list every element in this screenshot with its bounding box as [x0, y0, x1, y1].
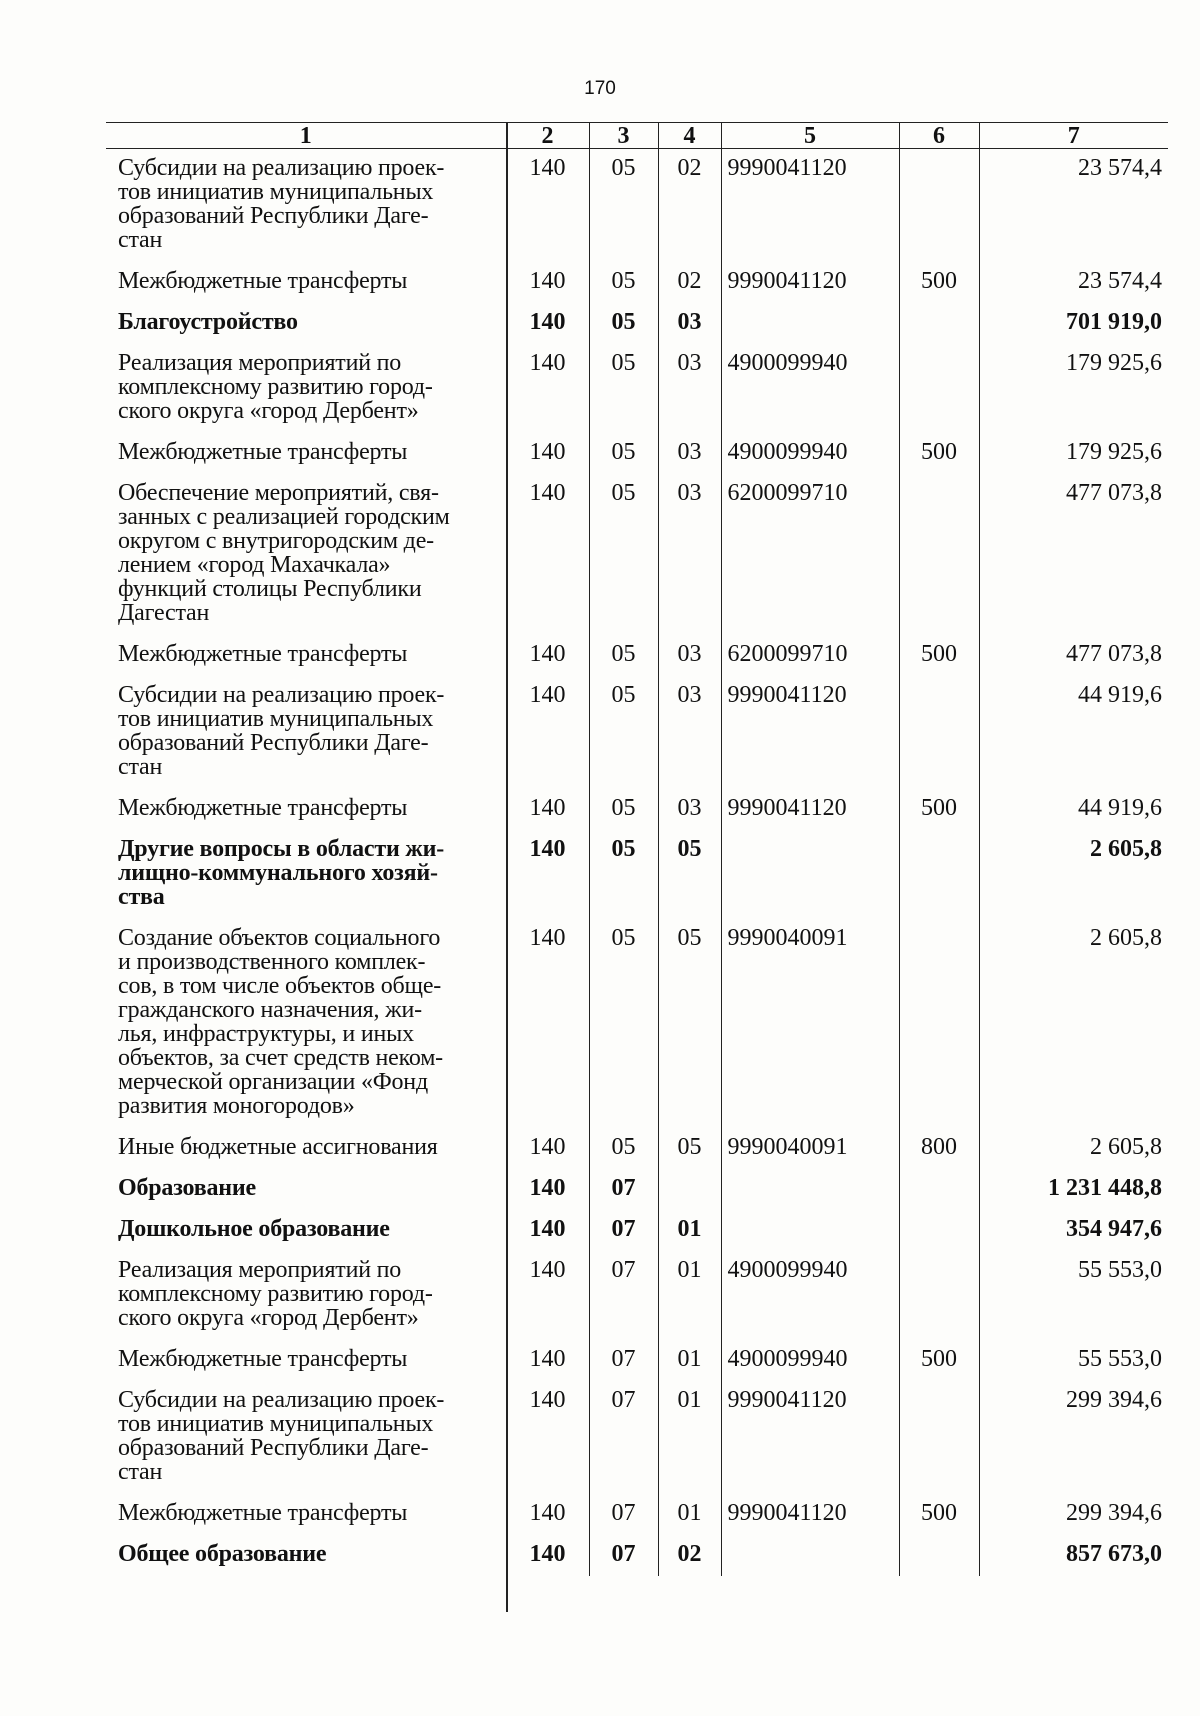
section-code: 07 [589, 1381, 658, 1494]
expense-type: 500 [899, 433, 979, 474]
expense-type: 500 [899, 635, 979, 676]
subsection-code: 01 [658, 1210, 721, 1251]
target-article: 4900099940 [721, 1251, 899, 1340]
table-row [106, 1340, 1168, 1381]
row-description: Общее образование [118, 1541, 327, 1567]
target-article [721, 303, 899, 344]
row-description: Другие вопросы в области жи- лищно-коммунального хозяй- ства [118, 836, 445, 910]
subsection-code: 01 [658, 1381, 721, 1494]
amount: 354 947,6 [979, 1210, 1168, 1251]
subsection-code: 03 [658, 474, 721, 635]
admin-code: 140 [506, 474, 589, 635]
section-code: 07 [589, 1169, 658, 1210]
admin-code: 140 [506, 1381, 589, 1494]
column-header: 3 [589, 123, 658, 149]
target-article: 9990041120 [721, 149, 899, 263]
target-article: 4900099940 [721, 344, 899, 433]
table-row [106, 1251, 1168, 1340]
expense-type [899, 676, 979, 789]
column-header: 5 [721, 123, 899, 149]
row-description: Межбюджетные трансферты [118, 1500, 408, 1526]
amount: 23 574,4 [979, 262, 1168, 303]
target-article: 9990040091 [721, 919, 899, 1128]
amount: 2 605,8 [979, 830, 1168, 919]
admin-code: 140 [506, 919, 589, 1128]
target-article: 4900099940 [721, 433, 899, 474]
expense-type [899, 1251, 979, 1340]
section-code: 05 [589, 830, 658, 919]
row-description: Субсидии на реализацию проек- тов инициатив муниципальных образований Республики Даге- стан [118, 1387, 445, 1485]
amount: 23 574,4 [979, 149, 1168, 263]
table-row [106, 262, 1168, 303]
subsection-code: 03 [658, 676, 721, 789]
expense-type [899, 1381, 979, 1494]
amount: 2 605,8 [979, 919, 1168, 1128]
header-row [106, 123, 1168, 149]
section-code: 05 [589, 433, 658, 474]
table-row [106, 303, 1168, 344]
amount: 179 925,6 [979, 344, 1168, 433]
amount: 2 605,8 [979, 1128, 1168, 1169]
section-code: 05 [589, 149, 658, 263]
expense-type: 800 [899, 1128, 979, 1169]
table-row [106, 1210, 1168, 1251]
target-article: 6200099710 [721, 635, 899, 676]
section-code: 05 [589, 344, 658, 433]
table-row [106, 474, 1168, 635]
subsection-code: 03 [658, 344, 721, 433]
amount: 299 394,6 [979, 1494, 1168, 1535]
section-code: 05 [589, 919, 658, 1128]
admin-code: 140 [506, 1251, 589, 1340]
table-row [106, 1169, 1168, 1210]
row-description: Межбюджетные трансферты [118, 795, 408, 821]
row-description: Межбюджетные трансферты [118, 641, 408, 667]
admin-code: 140 [506, 1169, 589, 1210]
column-header: 1 [106, 123, 506, 149]
target-article: 9990041120 [721, 1381, 899, 1494]
table-row [106, 1381, 1168, 1494]
row-description: Образование [118, 1175, 256, 1201]
section-code: 05 [589, 789, 658, 830]
target-article: 9990041120 [721, 262, 899, 303]
subsection-code: 05 [658, 919, 721, 1128]
subsection-code: 05 [658, 830, 721, 919]
amount: 55 553,0 [979, 1251, 1168, 1340]
amount: 55 553,0 [979, 1340, 1168, 1381]
amount: 701 919,0 [979, 303, 1168, 344]
column-header: 4 [658, 123, 721, 149]
expense-type [899, 1535, 979, 1576]
admin-code: 140 [506, 433, 589, 474]
subsection-code: 03 [658, 635, 721, 676]
section-code: 05 [589, 635, 658, 676]
subsection-code: 03 [658, 789, 721, 830]
table-row [106, 1128, 1168, 1169]
admin-code: 140 [506, 303, 589, 344]
amount: 857 673,0 [979, 1535, 1168, 1576]
admin-code: 140 [506, 149, 589, 263]
subsection-code: 02 [658, 149, 721, 263]
expense-type: 500 [899, 789, 979, 830]
expense-type [899, 830, 979, 919]
amount: 299 394,6 [979, 1381, 1168, 1494]
page-number: 170 [584, 78, 616, 99]
row-description: Дошкольное образование [118, 1216, 390, 1242]
column-rule [506, 122, 508, 1612]
expense-type [899, 344, 979, 433]
expense-type [899, 919, 979, 1128]
target-article [721, 1535, 899, 1576]
subsection-code: 01 [658, 1494, 721, 1535]
row-description: Иные бюджетные ассигнования [118, 1134, 438, 1160]
table-row [106, 1535, 1168, 1576]
subsection-code: 05 [658, 1128, 721, 1169]
subsection-code: 01 [658, 1340, 721, 1381]
row-description: Межбюджетные трансферты [118, 439, 408, 465]
expense-type [899, 149, 979, 263]
column-header: 6 [899, 123, 979, 149]
expense-type [899, 303, 979, 344]
section-code: 07 [589, 1340, 658, 1381]
table-body [106, 149, 1168, 1577]
admin-code: 140 [506, 1494, 589, 1535]
expense-type [899, 1169, 979, 1210]
expense-type [899, 474, 979, 635]
table-row [106, 919, 1168, 1128]
table-row [106, 789, 1168, 830]
subsection-code: 03 [658, 303, 721, 344]
section-code: 05 [589, 262, 658, 303]
admin-code: 140 [506, 1535, 589, 1576]
amount: 477 073,8 [979, 474, 1168, 635]
row-description: Благоустройство [118, 309, 298, 335]
admin-code: 140 [506, 1340, 589, 1381]
table-row [106, 830, 1168, 919]
row-description: Реализация мероприятий по комплексному развитию город- ского округа «город Дербент» [118, 1257, 433, 1331]
admin-code: 140 [506, 789, 589, 830]
admin-code: 140 [506, 344, 589, 433]
table-row [106, 433, 1168, 474]
expense-type [899, 1210, 979, 1251]
admin-code: 140 [506, 262, 589, 303]
row-description: Реализация мероприятий по комплексному развитию город- ского округа «город Дербент» [118, 350, 433, 424]
subsection-code: 02 [658, 1535, 721, 1576]
target-article [721, 1210, 899, 1251]
row-description: Субсидии на реализацию проек- тов инициатив муниципальных образований Республики Даге- стан [118, 682, 445, 780]
subsection-code: 03 [658, 433, 721, 474]
section-code: 05 [589, 1128, 658, 1169]
expense-type: 500 [899, 262, 979, 303]
row-description: Межбюджетные трансферты [118, 1346, 408, 1372]
amount: 1 231 448,8 [979, 1169, 1168, 1210]
target-article: 9990041120 [721, 789, 899, 830]
amount: 179 925,6 [979, 433, 1168, 474]
table-row [106, 635, 1168, 676]
row-description: Создание объектов социального и производственного комплек- сов, в том числе объектов обще- гражданского назначения, жи- лья, инфраструктуры, и иных объектов, за счет средств неком- мерческой организации «Фонд развития моногородов» [118, 925, 443, 1119]
row-description: Межбюджетные трансферты [118, 268, 408, 294]
amount: 44 919,6 [979, 789, 1168, 830]
admin-code: 140 [506, 1210, 589, 1251]
section-code: 07 [589, 1251, 658, 1340]
expense-type: 500 [899, 1340, 979, 1381]
target-article: 6200099710 [721, 474, 899, 635]
target-article: 9990041120 [721, 676, 899, 789]
table-row [106, 1494, 1168, 1535]
admin-code: 140 [506, 1128, 589, 1169]
admin-code: 140 [506, 830, 589, 919]
table-row [106, 676, 1168, 789]
column-header: 7 [979, 123, 1168, 149]
section-code: 05 [589, 676, 658, 789]
budget-table [106, 122, 1168, 1576]
section-code: 05 [589, 303, 658, 344]
row-description: Субсидии на реализацию проек- тов инициатив муниципальных образований Республики Даге- стан [118, 155, 445, 253]
target-article [721, 830, 899, 919]
subsection-code [658, 1169, 721, 1210]
section-code: 07 [589, 1494, 658, 1535]
section-code: 07 [589, 1210, 658, 1251]
amount: 44 919,6 [979, 676, 1168, 789]
target-article: 9990041120 [721, 1494, 899, 1535]
table-row [106, 149, 1168, 263]
target-article: 9990040091 [721, 1128, 899, 1169]
expense-type: 500 [899, 1494, 979, 1535]
table-row [106, 344, 1168, 433]
column-header: 2 [506, 123, 589, 149]
section-code: 05 [589, 474, 658, 635]
amount: 477 073,8 [979, 635, 1168, 676]
row-description: Обеспечение мероприятий, свя- занных с реализацией городским округом с внутригородским де- лением «город Махачкала» функций столицы Республики Дагестан [118, 480, 450, 626]
subsection-code: 02 [658, 262, 721, 303]
admin-code: 140 [506, 635, 589, 676]
target-article [721, 1169, 899, 1210]
admin-code: 140 [506, 676, 589, 789]
subsection-code: 01 [658, 1251, 721, 1340]
target-article: 4900099940 [721, 1340, 899, 1381]
section-code: 07 [589, 1535, 658, 1576]
